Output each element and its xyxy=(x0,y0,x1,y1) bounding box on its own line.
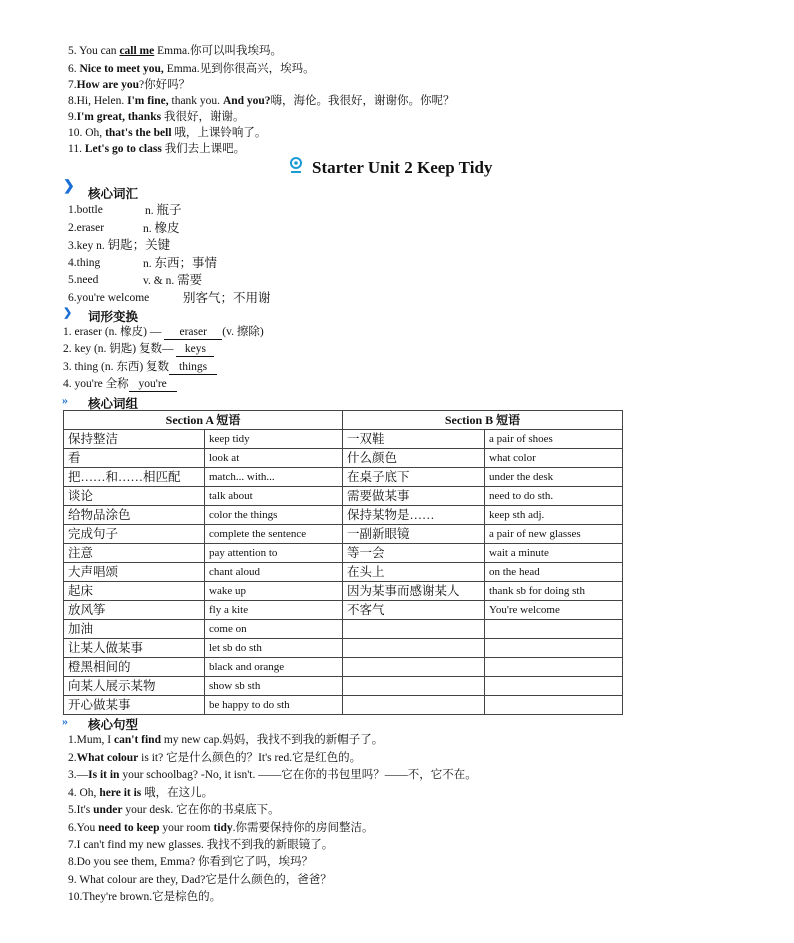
cell-english: keep tidy xyxy=(205,430,343,449)
header-section-b: Section B 短语 xyxy=(343,411,623,430)
cell-chinese: 保持某物是…… xyxy=(343,506,485,525)
cell-chinese: 加油 xyxy=(64,620,205,639)
double-chevron-icon: » xyxy=(62,393,68,407)
double-chevron-icon: » xyxy=(62,714,68,728)
intro-line-8: 8.Hi, Helen. I'm fine, thank you. And you?嗨，海伦。我很好，谢谢你。你呢？ xyxy=(68,95,455,107)
cell-chinese: 一副新眼镜 xyxy=(343,525,485,544)
cell-english: wait a minute xyxy=(485,544,623,563)
list-item: 4.thing xyxy=(68,257,101,269)
cell-chinese: 看 xyxy=(64,449,205,468)
cell-chinese: 让某人做某事 xyxy=(64,639,205,658)
sentence-line: 1.Mum, I can't find my new cap.妈妈，我找不到我的新帽子了。 xyxy=(68,734,384,746)
cell-english: black and orange xyxy=(205,658,343,677)
list-item-pos: n. 橡皮 xyxy=(143,221,180,235)
table-row xyxy=(64,449,623,468)
intro-line-5: 5. You can call me Emma.你可以叫我埃玛。 xyxy=(68,45,283,57)
sentence-line: 3.—Is it in your schoolbag? -No, it isn't. ——它在你的书包里吗？——不，它不在。 xyxy=(68,769,477,781)
unit-title: Starter Unit 2 Keep Tidy xyxy=(312,158,493,177)
word-form-1: 1. eraser (n. 橡皮) — eraser (v. 擦除) xyxy=(63,326,264,338)
cell-english: color the things xyxy=(205,506,343,525)
chevron-right-icon: ❯ xyxy=(63,179,75,194)
cell-chinese: 向某人展示某物 xyxy=(64,677,205,696)
cell-chinese: 给物品涂色 xyxy=(64,506,205,525)
table-row xyxy=(64,658,623,677)
cell-chinese: 谈论 xyxy=(64,487,205,506)
list-item: 3.key n. 钥匙；关键 xyxy=(68,238,171,252)
cell-english: come on xyxy=(205,620,343,639)
sentence-line: 7.I can't find my new glasses. 我找不到我的新眼镜了。 xyxy=(68,839,334,851)
cell-chinese: 在头上 xyxy=(343,563,485,582)
intro-line-7: 7.How are you?你好吗？ xyxy=(68,79,191,91)
table-row xyxy=(64,620,623,639)
table-row xyxy=(64,563,623,582)
list-item-pos: n. 瓶子 xyxy=(145,203,182,217)
cell-chinese: 放风筝 xyxy=(64,601,205,620)
table-row xyxy=(64,601,623,620)
table-row xyxy=(64,639,623,658)
cell-chinese: 因为某事而感谢某人 xyxy=(343,582,485,601)
cell-english: a pair of new glasses xyxy=(485,525,623,544)
section-core-words: 核心词汇 xyxy=(88,187,139,201)
cell-english: talk about xyxy=(205,487,343,506)
cell-chinese xyxy=(343,658,485,677)
cell-english: be happy to do sth xyxy=(205,696,343,715)
intro-line-11: 11. Let's go to class 我们去上课吧。 xyxy=(68,143,246,155)
cell-english: under the desk xyxy=(485,468,623,487)
cell-english xyxy=(485,658,623,677)
sentence-line: 9. What colour are they, Dad?它是什么颜色的，爸爸？ xyxy=(68,874,332,886)
list-item: 5.need xyxy=(68,274,99,286)
phrase-table xyxy=(63,410,623,715)
table-row xyxy=(64,506,623,525)
section-core-phrases: 核心词组 xyxy=(88,397,139,411)
cell-english: You're welcome xyxy=(485,601,623,620)
sentence-line: 6.You need to keep your room tidy.你需要保持你的房间整洁。 xyxy=(68,822,374,834)
cell-english: complete the sentence xyxy=(205,525,343,544)
intro-line-9: 9.I'm great, thanks 我很好，谢谢。 xyxy=(68,111,245,123)
cell-chinese: 需要做某事 xyxy=(343,487,485,506)
cell-chinese: 大声唱颂 xyxy=(64,563,205,582)
cell-english: chant aloud xyxy=(205,563,343,582)
cell-english xyxy=(485,620,623,639)
cell-chinese: 等一会 xyxy=(343,544,485,563)
list-item: 6.you're welcome xyxy=(68,292,150,304)
answer-blank: eraser xyxy=(164,326,222,340)
list-item-pos: n. 东西；事情 xyxy=(143,256,218,270)
cell-english: look at xyxy=(205,449,343,468)
cell-chinese: 一双鞋 xyxy=(343,430,485,449)
location-pin-icon xyxy=(289,157,303,175)
cell-chinese: 开心做某事 xyxy=(64,696,205,715)
cell-english: match... with... xyxy=(205,468,343,487)
table-row xyxy=(64,525,623,544)
cell-chinese: 起床 xyxy=(64,582,205,601)
intro-line-10: 10. Oh, that's the bell 哦，上课铃响了。 xyxy=(68,127,267,139)
cell-chinese: 把……和……相匹配 xyxy=(64,468,205,487)
cell-chinese xyxy=(343,620,485,639)
table-row xyxy=(64,677,623,696)
word-form-2: 2. key (n. 钥匙) 复数— keys xyxy=(63,342,214,357)
cell-english: need to do sth. xyxy=(485,487,623,506)
table-row xyxy=(64,487,623,506)
answer-blank: things xyxy=(169,361,217,375)
cell-english xyxy=(485,639,623,658)
cell-chinese: 注意 xyxy=(64,544,205,563)
list-item-pos: v. & n. 需要 xyxy=(143,273,203,287)
sentence-line: 10.They're brown.它是棕色的。 xyxy=(68,891,222,903)
intro-line-6: 6. Nice to meet you, Emma.见到你很高兴，埃玛。 xyxy=(68,63,315,75)
answer-blank: you're xyxy=(129,378,177,392)
sentence-line: 4. Oh, here it is 哦，在这儿。 xyxy=(68,787,214,799)
sentence-line: 8.Do you see them, Emma? 你看到它了吗，埃玛？ xyxy=(68,856,313,868)
table-row xyxy=(64,544,623,563)
cell-english: on the head xyxy=(485,563,623,582)
header-section-a: Section A 短语 xyxy=(64,411,343,430)
table-row xyxy=(64,582,623,601)
cell-english: wake up xyxy=(205,582,343,601)
table-row xyxy=(64,468,623,487)
cell-english xyxy=(485,677,623,696)
table-row xyxy=(64,430,623,449)
cell-english: what color xyxy=(485,449,623,468)
list-item-meaning: 别客气；不用谢 xyxy=(183,291,271,305)
answer-blank: keys xyxy=(176,343,214,357)
cell-chinese: 完成句子 xyxy=(64,525,205,544)
word-form-3: 3. thing (n. 东西) 复数 things xyxy=(63,360,217,375)
sentence-line: 5.It's under your desk. 它在你的书桌底下。 xyxy=(68,804,280,816)
cell-chinese: 不客气 xyxy=(343,601,485,620)
cell-english: let sb do sth xyxy=(205,639,343,658)
cell-english: thank sb for doing sth xyxy=(485,582,623,601)
sentence-line: 2.What colour is it? 它是什么颜色的？It's red.它是红色的。 xyxy=(68,752,362,764)
cell-english: pay attention to xyxy=(205,544,343,563)
cell-english: show sb sth xyxy=(205,677,343,696)
cell-english: a pair of shoes xyxy=(485,430,623,449)
list-item: 2.eraser xyxy=(68,222,105,234)
cell-chinese xyxy=(343,677,485,696)
list-item: 1.bottle xyxy=(68,204,103,216)
word-form-4: 4. you're 全称 you're xyxy=(63,377,177,392)
table-row xyxy=(64,696,623,715)
section-core-sentences: 核心句型 xyxy=(88,718,139,732)
cell-chinese: 在桌子底下 xyxy=(343,468,485,487)
section-word-forms: 词形变换 xyxy=(88,310,139,324)
table-header-row xyxy=(64,411,623,430)
cell-chinese: 保持整洁 xyxy=(64,430,205,449)
chevron-right-icon: ❯ xyxy=(63,307,73,319)
cell-chinese: 什么颜色 xyxy=(343,449,485,468)
cell-chinese xyxy=(343,696,485,715)
cell-chinese: 橙黑相间的 xyxy=(64,658,205,677)
cell-english xyxy=(485,696,623,715)
cell-english: fly a kite xyxy=(205,601,343,620)
cell-chinese xyxy=(343,639,485,658)
cell-english: keep sth adj. xyxy=(485,506,623,525)
